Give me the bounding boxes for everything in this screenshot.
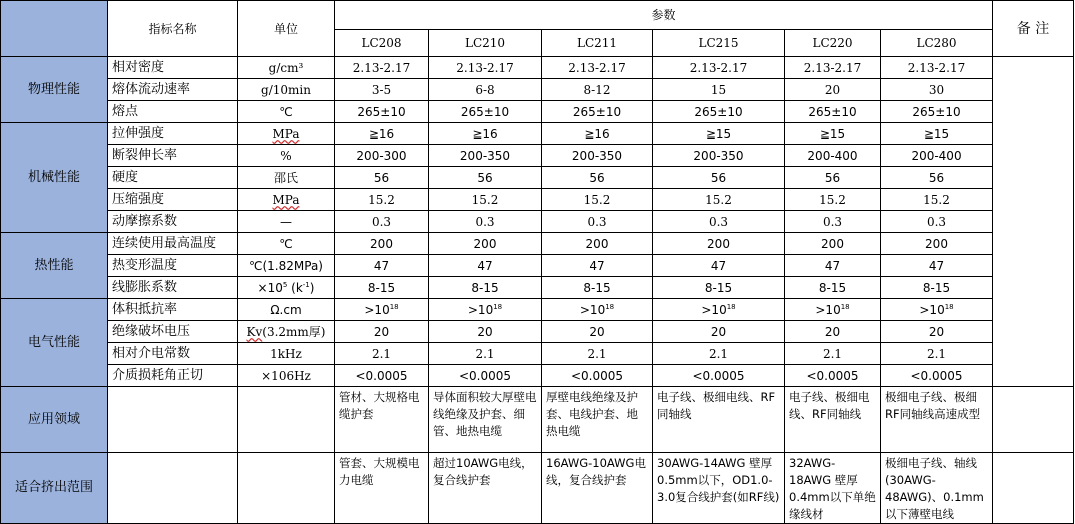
remark-cell xyxy=(993,453,1074,524)
value-cell: 20 xyxy=(542,321,653,343)
application-cell: 电子线、极细电线、RF同轴线 xyxy=(785,387,881,453)
value-cell: ≧15 xyxy=(653,123,785,145)
value-cell: 2.13-2.17 xyxy=(335,57,429,79)
value-cell: <0.0005 xyxy=(785,365,881,387)
value-cell: 200-400 xyxy=(785,145,881,167)
value-cell: 2.13-2.17 xyxy=(881,57,993,79)
value-cell: 15 xyxy=(653,79,785,101)
unit-kv: Kv xyxy=(246,324,263,339)
model-header: LC220 xyxy=(785,30,881,57)
value-cell: 200 xyxy=(785,233,881,255)
value-cell: 47 xyxy=(429,255,542,277)
value-cell xyxy=(785,299,881,321)
value-cell: 8-15 xyxy=(881,277,993,299)
application-blank-name xyxy=(108,387,238,453)
value-cell: ≧15 xyxy=(785,123,881,145)
value-cell: 2.13-2.17 xyxy=(653,57,785,79)
indicator-name: 硬度 xyxy=(108,167,238,189)
value-cell: <0.0005 xyxy=(429,365,542,387)
indicator-name: 绝缘破坏电压 xyxy=(108,321,238,343)
unit-cell: Ω.cm xyxy=(238,299,335,321)
value-exponent: 18 xyxy=(605,302,615,311)
application-cell: 电子线、极细电线、RF同轴线 xyxy=(653,387,785,453)
application-cell: 管材、大规格电缆护套 xyxy=(335,387,429,453)
value-cell: 2.13-2.17 xyxy=(429,57,542,79)
value-cell: 200-350 xyxy=(429,145,542,167)
value-cell: 265±10 xyxy=(785,101,881,123)
application-cell: 厚壁电线绝缘及护套、电线护套、地热电缆 xyxy=(542,387,653,453)
extrusion-cell: 管套、大规模电力电缆 xyxy=(335,453,429,524)
header-indicator: 指标名称 xyxy=(108,1,238,57)
value-exponent: 18 xyxy=(944,302,954,311)
indicator-name: 断裂伸长率 xyxy=(108,145,238,167)
value-cell: 3-5 xyxy=(335,79,429,101)
category-electrical: 电气性能 xyxy=(1,299,108,387)
value-cell xyxy=(881,299,993,321)
value-cell: ≧15 xyxy=(881,123,993,145)
value-base: >10 xyxy=(815,302,841,317)
value-cell: 47 xyxy=(542,255,653,277)
remark-cell xyxy=(993,57,1074,387)
unit-cell: g/cm³ xyxy=(238,57,335,79)
indicator-name: 熔点 xyxy=(108,101,238,123)
value-cell: 8-15 xyxy=(785,277,881,299)
header-remark: 备 注 xyxy=(993,1,1074,57)
value-cell: 8-15 xyxy=(429,277,542,299)
value-cell: 265±10 xyxy=(542,101,653,123)
value-cell xyxy=(653,299,785,321)
value-cell: 8-12 xyxy=(542,79,653,101)
value-cell: 265±10 xyxy=(653,101,785,123)
value-cell: 8-15 xyxy=(335,277,429,299)
category-thermal: 热性能 xyxy=(1,233,108,299)
value-cell: 15.2 xyxy=(881,189,993,211)
value-cell: 15.2 xyxy=(335,189,429,211)
category-application: 应用领域 xyxy=(1,387,108,453)
value-cell: 200 xyxy=(542,233,653,255)
value-cell: ≧16 xyxy=(335,123,429,145)
model-header: LC210 xyxy=(429,30,542,57)
value-cell: 200-300 xyxy=(335,145,429,167)
unit-cell: 邵氏 xyxy=(238,167,335,189)
value-cell: 56 xyxy=(785,167,881,189)
unit-cell xyxy=(238,123,335,145)
value-cell: 56 xyxy=(881,167,993,189)
value-cell: 8-15 xyxy=(542,277,653,299)
value-cell: 47 xyxy=(881,255,993,277)
unit-cell: ℃ xyxy=(238,233,335,255)
value-cell: 0.3 xyxy=(653,211,785,233)
value-cell: 47 xyxy=(335,255,429,277)
unit-mid: (k xyxy=(287,280,303,295)
value-cell: 47 xyxy=(653,255,785,277)
indicator-name: 介质损耗角正切 xyxy=(108,365,238,387)
category-extrusion: 适合挤出范围 xyxy=(1,453,108,524)
header-unit: 单位 xyxy=(238,1,335,57)
unit-cell xyxy=(238,189,335,211)
indicator-name: 线膨胀系数 xyxy=(108,277,238,299)
value-cell: 47 xyxy=(785,255,881,277)
value-cell: 2.13-2.17 xyxy=(785,57,881,79)
value-cell: 200 xyxy=(429,233,542,255)
unit-thickness: (3.2mm厚) xyxy=(262,324,326,339)
value-cell: 0.3 xyxy=(429,211,542,233)
value-cell: 15.2 xyxy=(785,189,881,211)
application-cell: 极细电子线、极细RF同轴线高速成型 xyxy=(881,387,993,453)
indicator-name: 拉伸强度 xyxy=(108,123,238,145)
indicator-name: 动摩擦系数 xyxy=(108,211,238,233)
category-physical: 物理性能 xyxy=(1,57,108,123)
value-cell: 56 xyxy=(653,167,785,189)
value-cell xyxy=(429,299,542,321)
value-cell: 56 xyxy=(542,167,653,189)
model-header: LC280 xyxy=(881,30,993,57)
indicator-name: 压缩强度 xyxy=(108,189,238,211)
model-header: LC215 xyxy=(653,30,785,57)
value-base: >10 xyxy=(579,302,606,317)
value-cell: 200 xyxy=(335,233,429,255)
indicator-name: 连续使用最高温度 xyxy=(108,233,238,255)
indicator-name: 体积抵抗率 xyxy=(108,299,238,321)
value-base: >10 xyxy=(701,302,727,317)
value-base: >10 xyxy=(364,302,390,317)
value-cell: 8-15 xyxy=(653,277,785,299)
unit-cell xyxy=(238,277,335,299)
value-cell: 6-8 xyxy=(429,79,542,101)
value-cell: 2.1 xyxy=(542,343,653,365)
indicator-name: 相对介电常数 xyxy=(108,343,238,365)
indicator-name: 相对密度 xyxy=(108,57,238,79)
value-cell: 2.1 xyxy=(335,343,429,365)
value-cell: 20 xyxy=(335,321,429,343)
value-cell: 200-350 xyxy=(653,145,785,167)
value-cell: 56 xyxy=(335,167,429,189)
value-base: >10 xyxy=(919,302,945,317)
value-cell: 200 xyxy=(653,233,785,255)
value-cell: 20 xyxy=(429,321,542,343)
indicator-name: 热变形温度 xyxy=(108,255,238,277)
corner-cell xyxy=(1,1,108,57)
unit-text: MPa xyxy=(272,192,300,207)
value-cell: <0.0005 xyxy=(653,365,785,387)
value-cell: <0.0005 xyxy=(881,365,993,387)
value-cell: 200-400 xyxy=(881,145,993,167)
value-exponent: 18 xyxy=(840,302,850,311)
value-cell: 56 xyxy=(429,167,542,189)
value-cell: 20 xyxy=(785,79,881,101)
value-cell: 0.3 xyxy=(335,211,429,233)
model-header: LC211 xyxy=(542,30,653,57)
value-cell: 15.2 xyxy=(429,189,542,211)
value-cell: 2.1 xyxy=(429,343,542,365)
value-cell: 20 xyxy=(785,321,881,343)
value-cell: 30 xyxy=(881,79,993,101)
value-exponent: 18 xyxy=(389,302,399,311)
value-cell: 20 xyxy=(881,321,993,343)
extrusion-blank-name xyxy=(108,453,238,524)
value-cell: 2.1 xyxy=(785,343,881,365)
unit-cell: — xyxy=(238,211,335,233)
value-cell: <0.0005 xyxy=(542,365,653,387)
unit-cell: g/10min xyxy=(238,79,335,101)
value-cell: 200 xyxy=(881,233,993,255)
value-cell: 2.1 xyxy=(653,343,785,365)
extrusion-cell: 极细电子线、轴线(30AWG-48AWG)、0.1mm以下薄壁电线 xyxy=(881,453,993,524)
value-cell xyxy=(335,299,429,321)
model-header: LC208 xyxy=(335,30,429,57)
unit-cell: ×106Hz xyxy=(238,365,335,387)
value-cell: 265±10 xyxy=(335,101,429,123)
unit-cell: ℃(1.82MPa) xyxy=(238,255,335,277)
unit-end: ) xyxy=(309,280,315,295)
unit-exponent: 5 xyxy=(282,280,288,289)
unit-text: MPa xyxy=(272,126,300,141)
unit-base: ×10 xyxy=(257,280,283,295)
extrusion-cell: 超过10AWG电线，复合线护套 xyxy=(429,453,542,524)
unit-exponent: -1 xyxy=(302,280,310,289)
value-cell: 265±10 xyxy=(429,101,542,123)
value-cell: ≧16 xyxy=(542,123,653,145)
application-cell: 导体面积较大厚壁电线绝缘及护套、细管、地热电缆 xyxy=(429,387,542,453)
value-cell: 200-350 xyxy=(542,145,653,167)
value-cell: 15.2 xyxy=(653,189,785,211)
unit-cell: % xyxy=(238,145,335,167)
extrusion-blank-unit xyxy=(238,453,335,524)
value-cell: ≧16 xyxy=(429,123,542,145)
header-params: 参数 xyxy=(335,1,993,30)
value-cell: 2.13-2.17 xyxy=(542,57,653,79)
value-cell: 15.2 xyxy=(542,189,653,211)
value-exponent: 18 xyxy=(726,302,736,311)
extrusion-cell: 32AWG-18AWG 壁厚0.4mm以下单绝缘线材 xyxy=(785,453,881,524)
value-cell: 265±10 xyxy=(881,101,993,123)
value-cell: 2.1 xyxy=(881,343,993,365)
value-cell: <0.0005 xyxy=(335,365,429,387)
value-cell xyxy=(542,299,653,321)
value-cell: 0.3 xyxy=(785,211,881,233)
value-cell: 20 xyxy=(653,321,785,343)
extrusion-cell: 16AWG-10AWG电线，复合线护套 xyxy=(542,453,653,524)
value-exponent: 18 xyxy=(493,302,503,311)
value-cell: 0.3 xyxy=(881,211,993,233)
extrusion-cell: 30AWG-14AWG 壁厚0.5mm以下，OD1.0-3.0复合线护套(如RF线) xyxy=(653,453,785,524)
unit-cell: 1kHz xyxy=(238,343,335,365)
application-blank-unit xyxy=(238,387,335,453)
category-mechanical: 机械性能 xyxy=(1,123,108,233)
value-base: >10 xyxy=(467,302,494,317)
unit-cell xyxy=(238,321,335,343)
remark-cell xyxy=(993,387,1074,453)
value-cell: 0.3 xyxy=(542,211,653,233)
indicator-name: 熔体流动速率 xyxy=(108,79,238,101)
unit-cell: ℃ xyxy=(238,101,335,123)
